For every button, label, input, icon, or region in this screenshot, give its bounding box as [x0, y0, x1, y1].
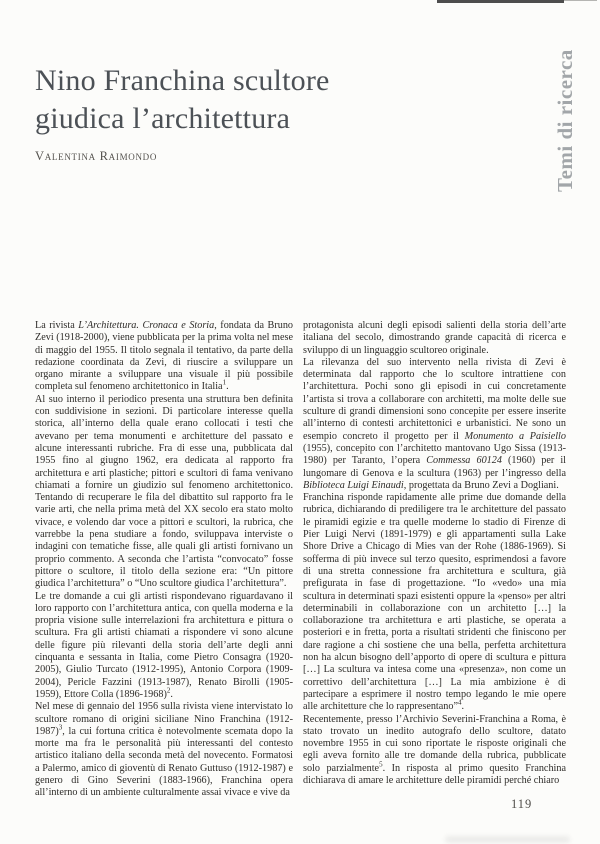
body-column-left: [35, 320, 293, 800]
body-paragraph: La rivista L’Architettura. Cronaca e Storia, fondata da Bruno Zevi (1918-2000), viene pubblicata per la prima volta nel mese di maggio del 1955. Il titolo segnala il tentativo, da parte della redazione coordinata da Zevi, di riuscire a sviluppare un organo mirante a sviluppare una visuale il più possibile completa sul fenomeno architettonico in Italia$^1$.: [35, 320, 294, 393]
bottom-scan-shadow: [445, 836, 570, 843]
page-number: 119: [511, 797, 533, 811]
page-title-line1: Nino Franchina scultore: [35, 64, 330, 97]
top-edge-scan-bar-faint: [564, 0, 597, 1]
body-paragraph: Al suo interno il periodico presenta una struttura ben definita con suddivisione in sezioni. Di particolare interesse quella storica, all’interno della quale erano collocati i testi che avevano per tema monumenti e architetture del passato e alcune interessanti rubriche. Fra di esse una, pubblicata dal 1955 fino al giugno 1962, era dedicata al rapporto fra architettura e arti plastiche; pittori e scultori di fama venivano chiamati a fornire un giudizio sul fenomeno architettonico. Tentando di recuperare le fila del dibattito sul rapporto fra le varie arti, che nella prima metà del XX secolo era stato molto vivace, e volendo dar voce a pittori e scultori, la rubrica, che varrebbe la pena studiare a fondo, sviluppava interviste o indagini con tematiche fisse, alle quali gli artisti fornivano un proprio commento. A seconda che l’artista “convocato” fosse pittore o scultore, il titolo della sezione era: “Un pittore giudica l’architettura” o “Uno scultore giudica l’architettura”.: [35, 393, 293, 590]
page-title-line2: giudica l’architettura: [35, 102, 291, 135]
body-paragraph: Recentemente, presso l’Archivio Severini-Franchina a Roma, è stato trovato un inedito autografo dello scultore, datato novembre 1955 in cui sono riportate le risposte originali che egli aveva fornito alle tre domande della rubrica, pubblicate solo parzialmente$^5$. In risposta al primo quesito Franchina dichiarava di amare le architetture delle piramidi perché chiaro: [303, 713, 566, 786]
body-paragraph: protagonista alcuni degli episodi salienti della storia dell’arte italiana del secolo, dimostrando grande capacità di ricerca e sviluppo di un linguaggio scultoreo originale.: [303, 320, 566, 356]
body-paragraph: Nel mese di gennaio del 1956 sulla rivista viene intervistato lo scultore romano di origini siciliane Nino Franchina (1912-1987)$^3$, la cui fortuna critica è notevolmente scemata dopo la morte ma fra le personalità più interessanti del contesto artistico italiano della seconda metà del novecento. Formatosi a Palermo, amico di gioventù di Renato Guttuso (1912-1987) e genero di Gino Severini (1883-1966), Franchina opera all’interno di un ambiente culturalmente assai vivace e vive da: [35, 701, 293, 799]
body-paragraph: La rilevanza del suo intervento nella rivista di Zevi è determinata dal rapporto che lo scultore intrattiene con l’architettura. Pochi sono gli episodi in cui concretamente l’artista si trova a collaborare con architetti, ma molte delle sue sculture di grandi dimensioni sono concepite per essere inserite all’interno di contesti architettonici e urbanistici. Ne sono un esempio concreto il progetto per il Monumento a Paisiello (1955), concepito con l’architetto mantovano Ugo Sissa (1913-1980) per Taranto, l’opera Commessa 60124 (1960) per il lungomare di Genova e la scultura (1963) per l’ingresso della Biblioteca Luigi Einaudi, progettata da Bruno Zevi a Dogliani.: [303, 356, 566, 491]
top-edge-scan-bar: [437, 0, 564, 3]
section-label-vertical: Temi di ricerca: [553, 49, 577, 192]
body-column-right: [303, 320, 566, 787]
author-name: Valentina Raimondo: [35, 149, 158, 163]
body-paragraph: Franchina risponde rapidamente alle prime due domande della rubrica, dichiarando di prediligere tra le architetture del passato le piramidi egizie e tra quelle moderne lo stadio di Firenze di Pier Luigi Nervi (1891-1979) e gli appartamenti sulla Lake Shore Drive a Chicago di Mies van der Rohe (1886-1969). Si sofferma di più invece sul terzo quesito, esprimendosi a favore di una stretta connessione fra architettura e scultura, già prefigurata in fase di progettazione. “Io «vedo» una mia scultura in determinati spazi esistenti oppure la «penso» per altri determinabili in collaborazione con un architetto […] la collaborazione tra architettura e arti plastiche, se operata a posteriori e in fretta, porta a risultati stridenti che finiscono per dare ragione a chi sostiene che una bella, perfetta architettura non ha alcun bisogno dell’apporto di opere di scultura e pittura […] La scultura va intesa come una «presenza», non come un correttivo dell’architettura […] La mia ambizione è di partecipare a esprimere il nostro tempo legando le mie opere alle architetture che lo rappresentano”$^4$.: [303, 492, 566, 713]
body-columns: [35, 320, 566, 800]
body-paragraph: Le tre domande a cui gli artisti rispondevano riguardavano il loro rapporto con l’architettura antica, con quella moderna e la propria visione sulle interrelazioni fra architettura e pittura o scultura. Fra gli artisti chiamati a rispondere vi sono alcune delle figure più rilevanti della storia dell’arte degli anni cinquanta e sessanta in Italia, come Pietro Consagra (1920-2005), Giulio Turcato (1912-1995), Antonio Corpora (1909-2004), Pericle Fazzini (1913-1987), Renato Birolli (1905-1959), Ettore Colla (1896-1968)$^2$.: [35, 590, 293, 700]
page-title: [35, 62, 455, 138]
